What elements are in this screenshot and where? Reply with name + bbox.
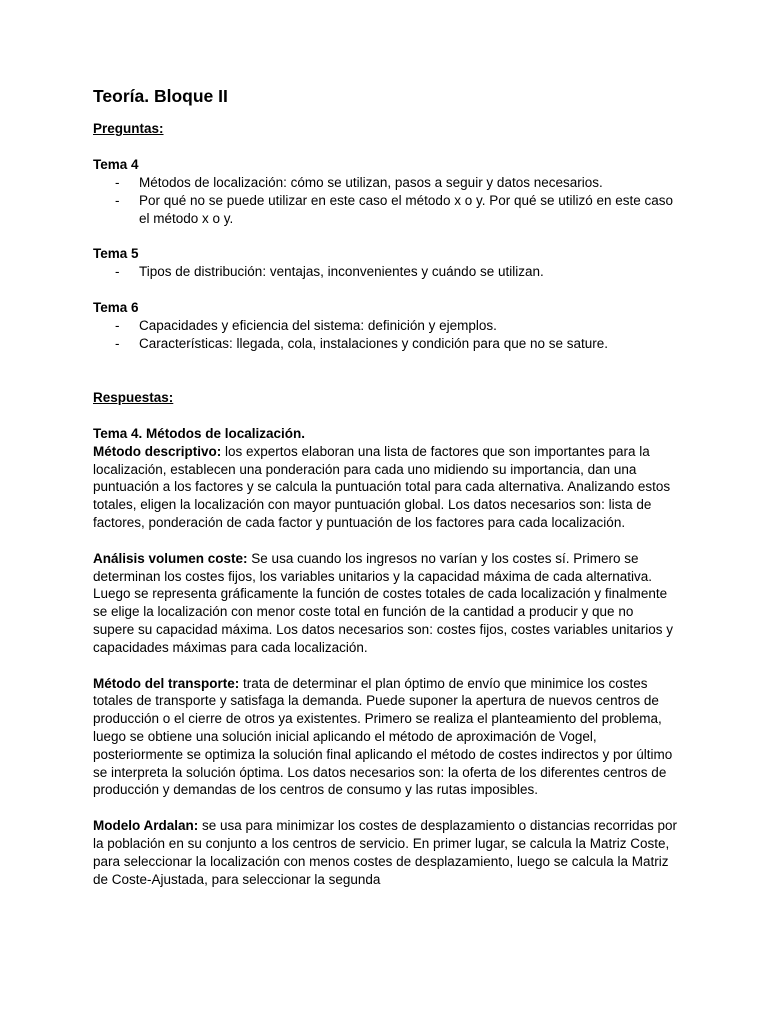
dash-bullet: - [115,264,120,280]
list-item [93,192,678,228]
answer-paragraph-analisis-volumen-coste [93,550,678,657]
answer-paragraph-metodo-descriptivo [93,443,678,532]
topic-heading-tema-4: Tema 4 [93,157,139,172]
topic-list-tema-6 [93,317,678,353]
list-item [93,317,678,335]
list-item-text: Por qué no se puede utilizar en este caso el método x o y. Por qué se utilizó en este caso el método x o y. [139,192,674,226]
answers-topic-heading: Tema 4. Métodos de localización. [93,425,306,441]
answer-term: Método del transporte: [93,675,240,691]
answer-paragraph-modelo-ardalan [93,817,678,888]
list-item-text: Características: llegada, cola, instalaciones y condición para que no se sature. [139,335,609,351]
list-item [93,263,678,281]
answers-heading: Respuestas: [93,389,174,405]
list-item-text: Métodos de localización: cómo se utilizan, pasos a seguir y datos necesarios. [139,175,603,190]
answer-text: Se usa cuando los ingresos no varían y los costes sí. Primero se determinan los costes fijos, los variables unitarios y la capacidad máxima de cada alternativa. Luego se representa gráficamente la función de costes totales de cada localización y finalmente se elige la localización con menor coste total en función de la cantidad a producir y que no supere su capacidad máxima. Los datos necesarios son: costes fijos, costes variables unitarios y capacidades máximas para cada localización. [93,550,674,655]
questions-heading: Preguntas: [93,121,164,136]
dash-bullet: - [115,335,120,351]
answer-term: Análisis volumen coste: [93,550,248,566]
list-item-text: Capacidades y eficiencia del sistema: definición y ejemplos. [139,318,497,334]
answer-paragraph-metodo-transporte [93,675,678,800]
topic-list-tema-5 [93,263,678,281]
list-item [93,174,678,192]
answer-text: trata de determinar el plan óptimo de envío que minimice los costes totales de transporte y satisfaga la demanda. Puede suponer la apertura de nuevos centros de producción o el cierre de otros ya existentes. Primero se realiza el planteamiento del problema, luego se obtiene una solución inicial aplicando el método de aproximación de Vogel, posteriormente se optimiza la solución final aplicando el método de costes indirectos y por último se interpreta la solución óptima. Los datos necesarios son: la oferta de los diferentes centros de producción y demandas de los centros de consumo y las rutas imposibles. [93,675,673,798]
answer-term: Método descriptivo: [93,443,222,459]
list-item [93,335,678,353]
dash-bullet: - [115,318,120,334]
answer-text: se usa para minimizar los costes de desplazamiento o distancias recorridas por la población en su conjunto a los centros de servicio. En primer lugar, se calcula la Matriz Coste, para seleccionar la localización con menos costes de desplazamiento, luego se calcula la Matriz de Coste-Ajustada, para seleccionar la segunda [93,818,677,887]
answer-term: Modelo Ardalan: [93,818,199,834]
answer-text: los expertos elaboran una lista de factores que son importantes para la localización, establecen una ponderación para cada uno midiendo su importancia, dan una puntuación a los factores y se calcula la puntuación total para cada alternativa. Analizando estos totales, eligen la localización con mayor puntuación global. Los datos necesarios son: lista de factores, ponderación de cada factor y puntuación de los factores para cada localización. [93,443,671,530]
dash-bullet: - [115,192,120,208]
document-title: Teoría. Bloque II [93,86,228,106]
topic-heading-tema-5: Tema 5 [93,246,139,262]
list-item-text: Tipos de distribución: ventajas, inconvenientes y cuándo se utilizan. [139,264,544,280]
dash-bullet: - [115,175,120,190]
topic-list-tema-4 [93,174,678,227]
topic-heading-tema-6: Tema 6 [93,300,139,316]
